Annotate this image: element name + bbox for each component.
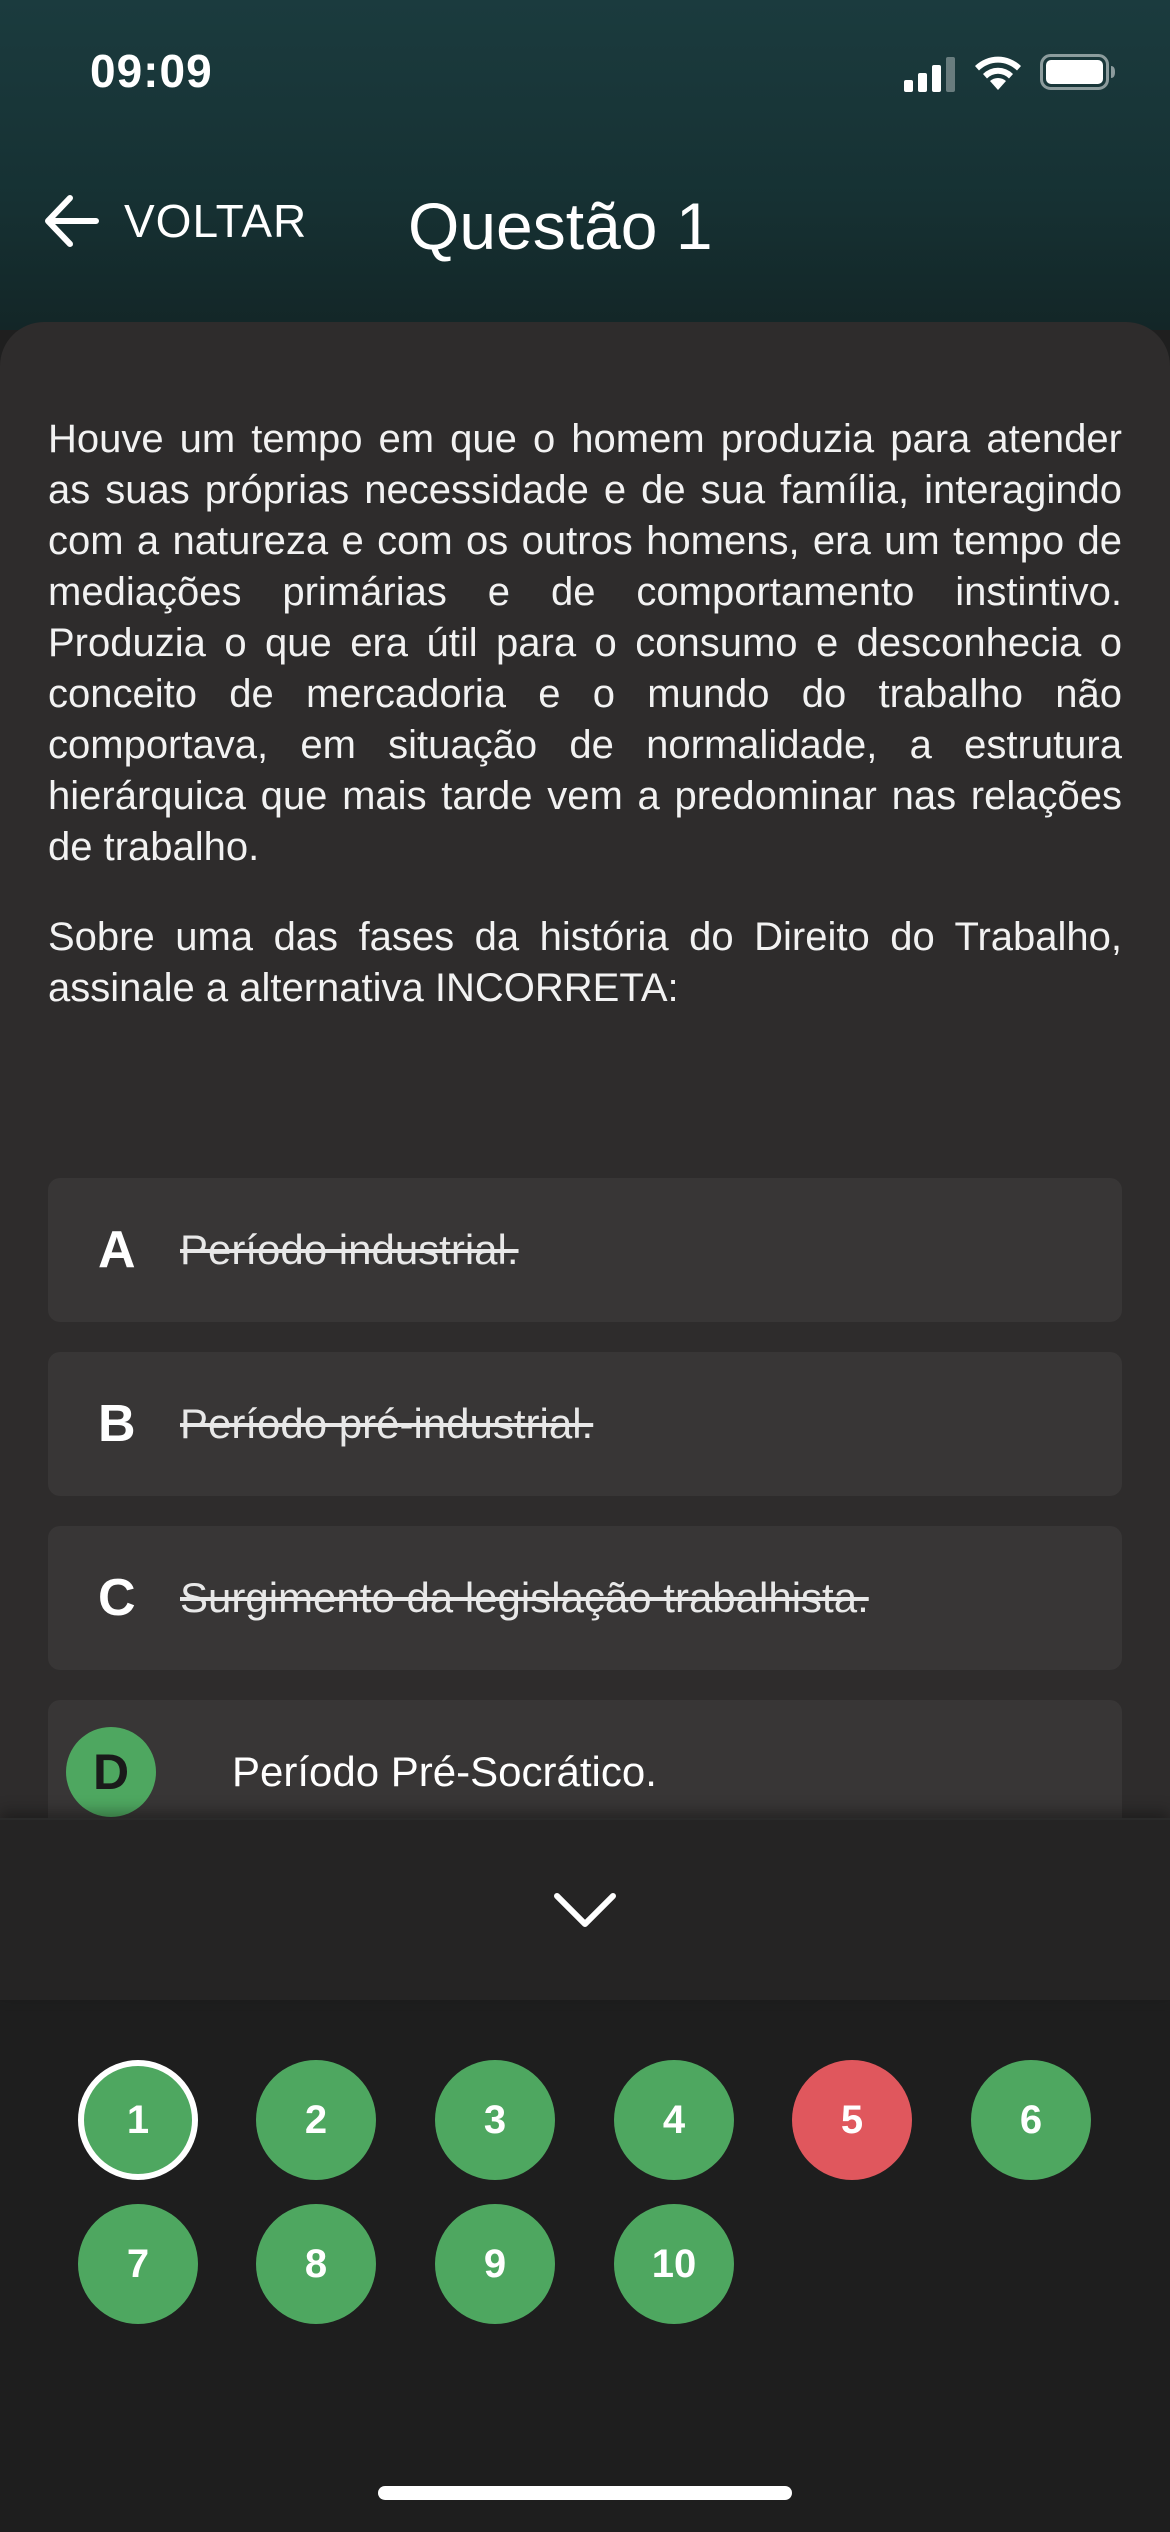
home-indicator[interactable] [378, 2486, 792, 2500]
option-text: Período Pré-Socrático. [232, 1748, 657, 1795]
option-text: Surgimento da legislação trabalhista. [180, 1574, 869, 1621]
signal-icon [904, 56, 958, 92]
option-letter: C [98, 1569, 136, 1627]
question-navigator [0, 1818, 1170, 2532]
arrow-left-icon [40, 190, 102, 252]
option-text: Período pré-industrial. [180, 1400, 594, 1447]
status-time: 09:09 [90, 45, 213, 97]
question-bubble-7[interactable]: 7 [78, 2204, 198, 2324]
page-title: Questão 1 [408, 189, 713, 263]
question-bubble-6[interactable]: 6 [971, 2060, 1091, 2180]
option-letter: A [98, 1221, 136, 1279]
selected-answer-badge: D [66, 1727, 156, 1817]
question-bubble-2[interactable]: 2 [256, 2060, 376, 2180]
question-bubble-10[interactable]: 10 [614, 2204, 734, 2324]
chevron-down-icon[interactable] [551, 1888, 619, 1932]
question-bubble-3[interactable]: 3 [435, 2060, 555, 2180]
question-bubble-4[interactable]: 4 [614, 2060, 734, 2180]
back-button[interactable] [40, 186, 307, 256]
question-prompt: Sobre uma das fases da história do Direito do Trabalho, assinale a alternativa INCORRETA: [48, 915, 1122, 1010]
back-label: VOLTAR [124, 195, 308, 247]
option-text: Período industrial. [180, 1226, 519, 1273]
question-bubble-9[interactable]: 9 [435, 2204, 555, 2324]
option-b[interactable] [48, 1352, 1122, 1496]
option-letter: B [98, 1395, 136, 1453]
question-panel [0, 322, 1170, 1822]
status-bar [0, 0, 1170, 150]
battery-icon [1040, 54, 1116, 90]
header [0, 0, 1170, 330]
question-bubble-5[interactable]: 5 [792, 2060, 912, 2180]
collapse-bar[interactable] [0, 1818, 1170, 2000]
option-c[interactable] [48, 1526, 1122, 1670]
question-bubble-8[interactable]: 8 [256, 2204, 376, 2324]
wifi-icon [973, 52, 1023, 92]
question-bubble-1[interactable]: 1 [78, 2060, 198, 2180]
option-a[interactable] [48, 1178, 1122, 1322]
question-text: Houve um tempo em que o homem produzia para atender as suas próprias necessidade e de sua família, interagindo com a natureza e com os outros homens, era um tempo de mediações primárias e de comportamento instintivo. Produzia o que era útil para o consumo e desconhecia o conceito de mercadoria e o mundo do trabalho não comportava, em situação de normalidade, a estrutura hierárquica que mais tarde vem a predominar nas relações de trabalho. [48, 417, 1122, 869]
